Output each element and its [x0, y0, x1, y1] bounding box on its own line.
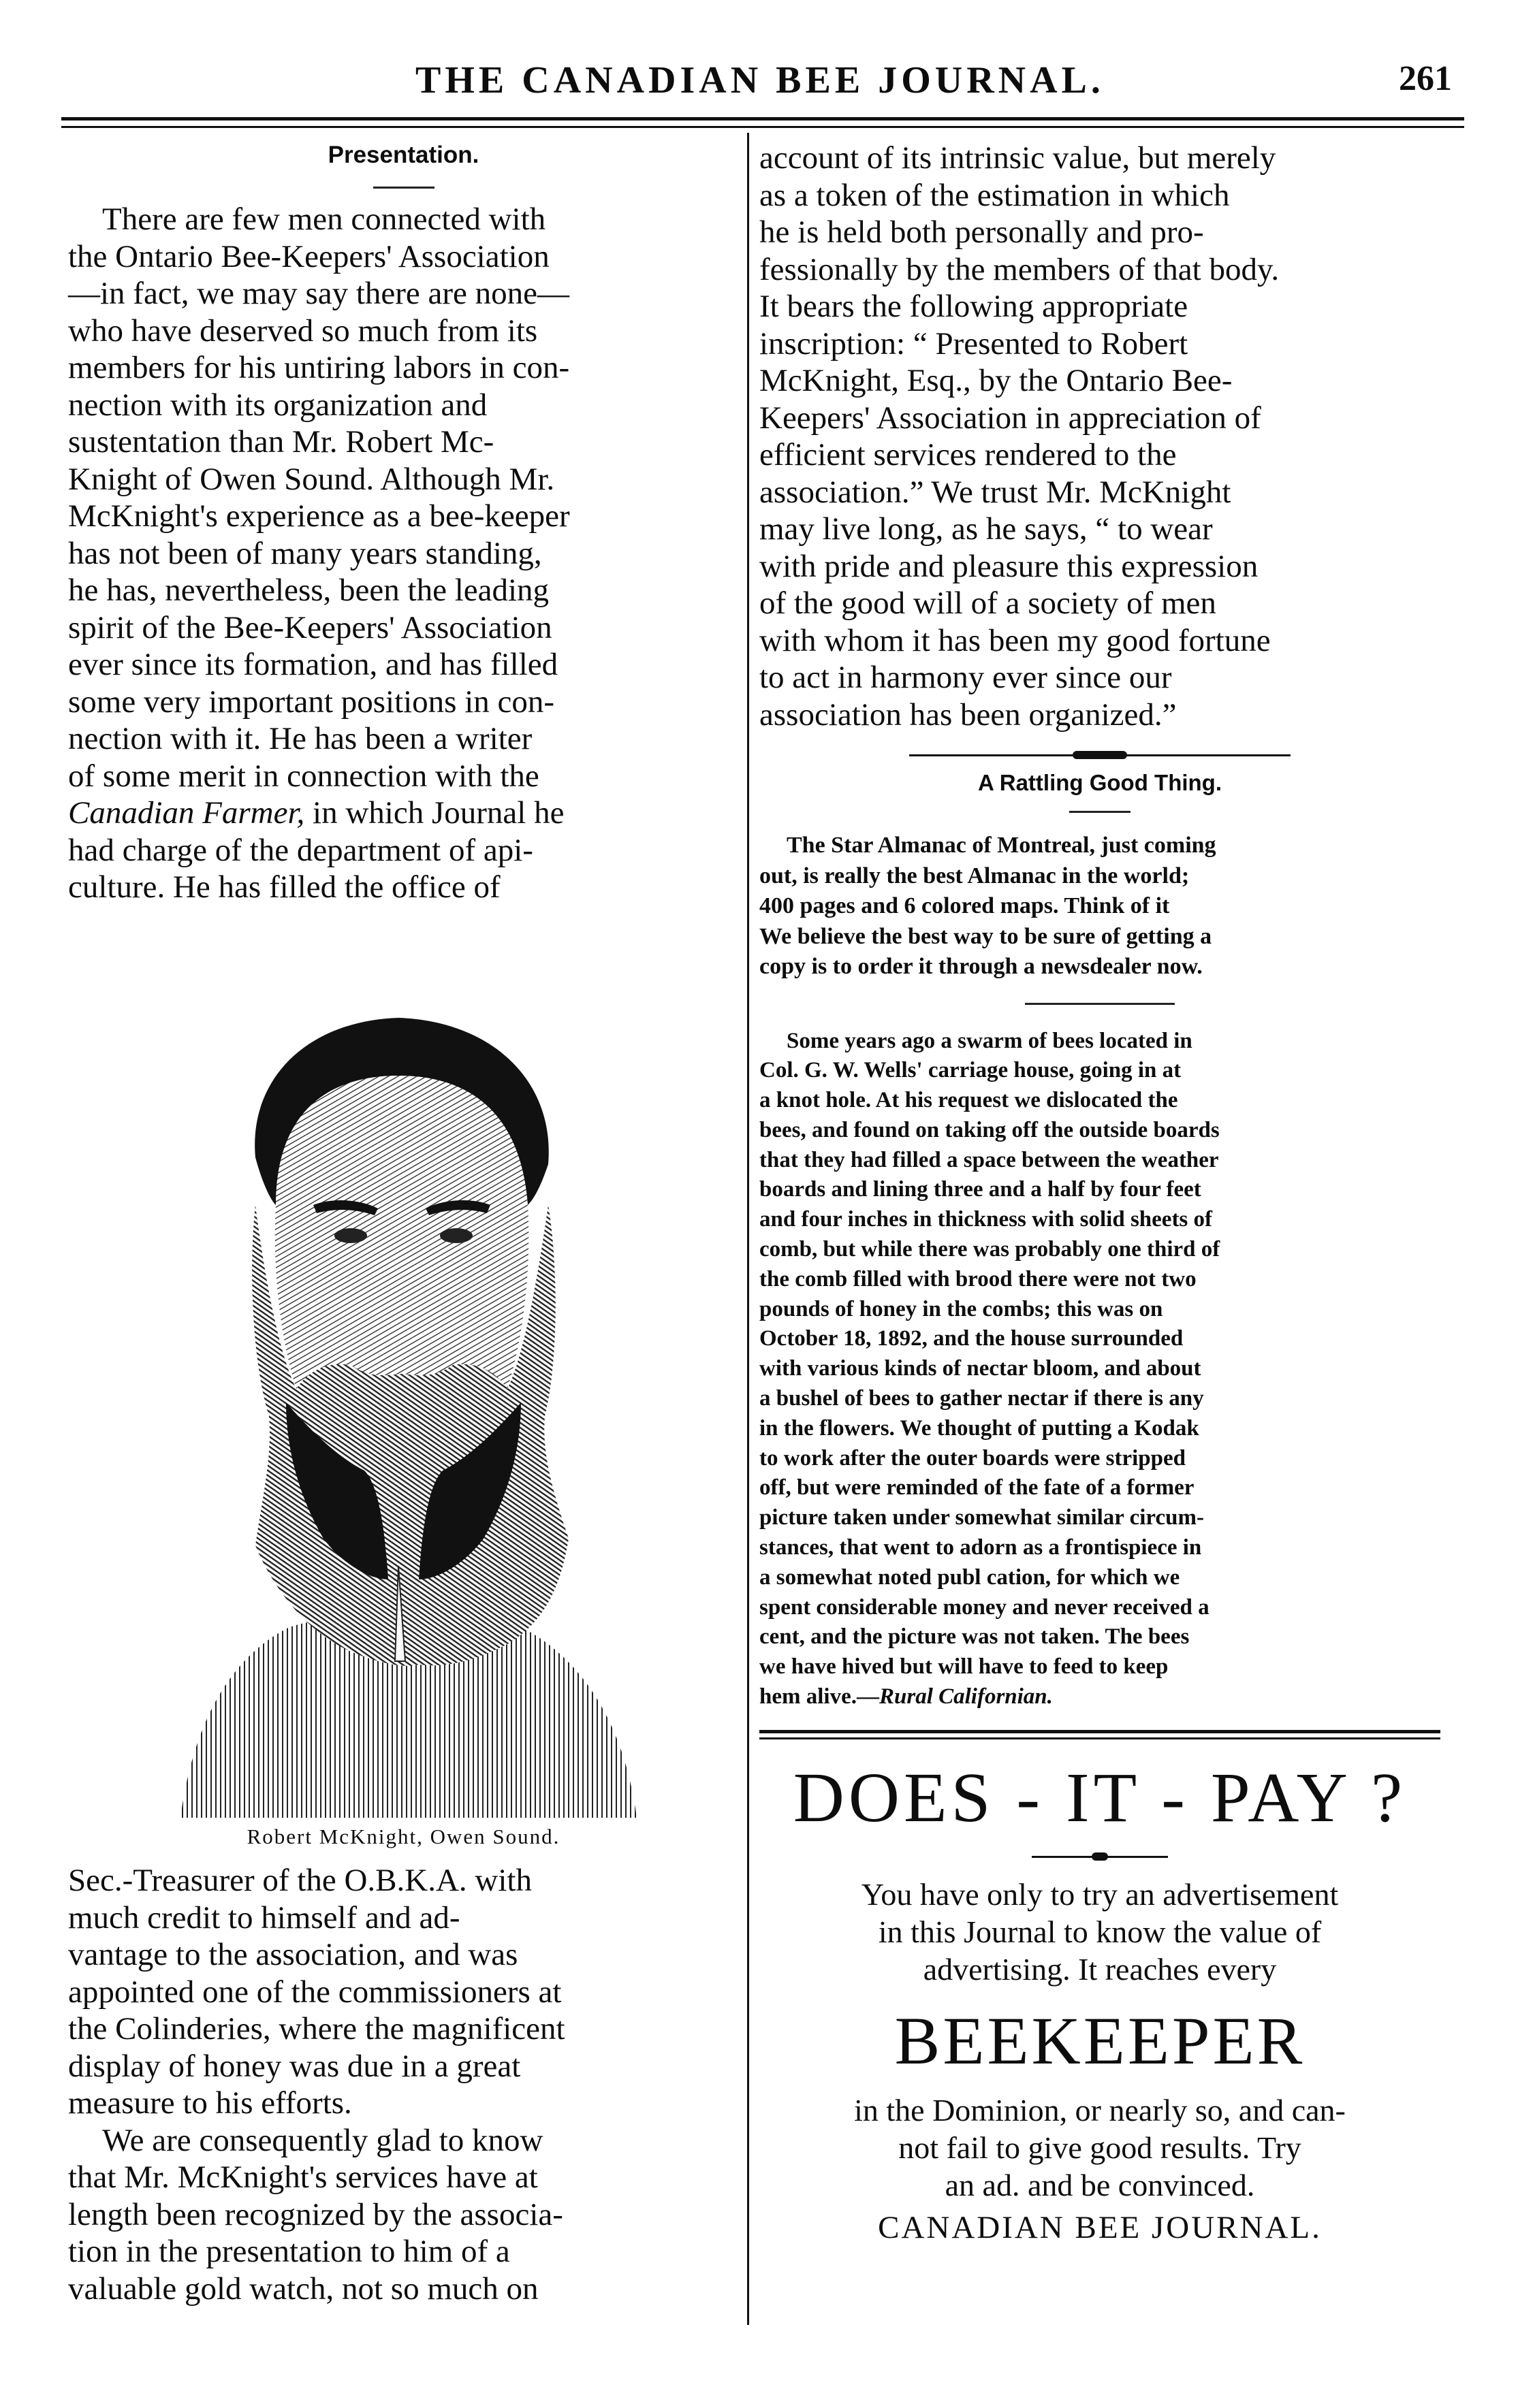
text-line: October 18, 1892, and the house surrounded	[759, 1326, 1184, 1351]
text-run: hem alive.—	[759, 1684, 879, 1709]
text-line: valuable gold watch, not so much on	[68, 2270, 539, 2307]
text-line: length been recognized by the associa-	[68, 2196, 563, 2232]
text-line: who have deserved so much from its	[68, 312, 538, 349]
text-line: We believe the best way to be sure of getting a	[759, 923, 1212, 949]
text-line: You have only to try an advertisement	[861, 1876, 1339, 1912]
left-column	[68, 142, 739, 906]
text-line: stances, that went to adorn as a frontispiece in	[759, 1535, 1202, 1560]
text-line: boards and lining three and a half by four feet	[759, 1177, 1201, 1202]
text-line: ever since its formation, and has filled	[68, 647, 558, 682]
italic-title: Canadian Farmer,	[68, 795, 305, 831]
text-line: an ad. and be convinced.	[945, 2167, 1255, 2202]
text-line: picture taken under somewhat similar circum-	[759, 1505, 1204, 1530]
text-line: measure to his efforts.	[68, 2085, 352, 2121]
text-line: nection with its organization and	[68, 387, 488, 423]
ornamental-divider	[909, 748, 1291, 762]
text-line: McKnight, Esq., by the Ontario Bee-	[759, 363, 1233, 398]
text-line: with various kinds of nectar bloom, and about	[759, 1356, 1201, 1381]
text-line: Some years ago a swarm of bees located in	[787, 1028, 1192, 1053]
text-line: off, but were reminded of the fate of a former	[759, 1475, 1195, 1500]
text-line: as a token of the estimation in which	[759, 177, 1230, 213]
rattling-heading: A Rattling Good Thing.	[977, 770, 1222, 795]
text-line: inscription: “ Presented to Robert	[759, 325, 1188, 362]
text-line: out, is really the best Almanac in the world;	[759, 863, 1190, 888]
text-line: copy is to order it through a newsdealer now.	[759, 954, 1203, 979]
text-line: It bears the following appropriate	[759, 289, 1188, 324]
text-line: account of its intrinsic value, but merely	[759, 140, 1276, 176]
text-line: the Colinderies, where the magnificent	[68, 2011, 565, 2046]
ad-text	[759, 1876, 1440, 1988]
text-line: of some merit in connection with the	[68, 758, 539, 794]
text-line: pounds of honey in the combs; this was on	[759, 1296, 1163, 1321]
text-line: Keepers' Association in appreciation of	[759, 400, 1261, 436]
text-line: cent, and the picture was not taken. The bees	[759, 1624, 1190, 1650]
text-line: he is held both personally and pro-	[759, 214, 1204, 250]
text-line: he has, nevertheless, been the leading	[68, 573, 550, 608]
text-line: Col. G. W. Wells' carriage house, going in at	[759, 1058, 1182, 1083]
text-line: display of honey was due in a great	[68, 2048, 521, 2084]
heading-rule	[1069, 811, 1130, 813]
journal-title: THE CANADIAN BEE JOURNAL.	[415, 59, 1105, 101]
text-line: that Mr. McKnight's services have at	[68, 2160, 538, 2195]
page-number: 261	[1399, 59, 1452, 98]
bees-paragraph	[759, 1027, 1440, 1712]
text-line: may live long, as he says, “ to wear	[759, 511, 1213, 547]
presentation-continued	[68, 1862, 739, 2307]
text-line: has not been of many years standing,	[68, 535, 542, 571]
text-line: Sec.-Treasurer of the O.B.K.A. with	[68, 1863, 532, 1898]
presentation-paragraph	[68, 201, 739, 906]
ad-headline: BEEKEEPER	[894, 2002, 1306, 2078]
ornamental-divider	[1032, 1850, 1168, 1863]
text-line: There are few men connected with	[102, 202, 546, 237]
text-line: vantage to the association, and was	[68, 1937, 518, 1972]
ad-signature: CANADIAN BEE JOURNAL.	[878, 2209, 1322, 2245]
text-line: comb, but while there was probably one third of	[759, 1237, 1220, 1262]
presentation-heading: Presentation.	[328, 142, 479, 168]
text-line: nection with it. He has been a writer	[68, 721, 533, 756]
text-line: and four inches in thickness with solid sheets of	[759, 1207, 1213, 1232]
text-line: in the Dominion, or nearly so, and can-	[854, 2092, 1346, 2128]
text-line: spirit of the Bee-Keepers' Association	[68, 609, 552, 645]
text-line: that they had filled a space between the weather	[759, 1147, 1219, 1172]
ad-rule-thick	[759, 1730, 1440, 1733]
text-line: appointed one of the commissioners at	[68, 1974, 562, 2010]
text-line: bees, and found on taking off the outside boards	[759, 1117, 1220, 1142]
text-line: fessionally by the members of that body.	[759, 251, 1280, 287]
source-credit: Rural Californian.	[879, 1684, 1053, 1709]
text-line: in this Journal to know the value of	[878, 1914, 1322, 1949]
ad-rule-thin	[759, 1737, 1440, 1739]
text-line: some very important positions in con-	[68, 684, 555, 720]
text-line: spent considerable money and never received a	[759, 1594, 1209, 1620]
right-column	[759, 140, 1440, 2246]
text-line: with whom it has been my good fortune	[759, 622, 1271, 658]
text-line: Knight of Owen Sound. Although Mr.	[68, 461, 555, 497]
text-line: we have hived but will have to feed to keep	[759, 1654, 1169, 1680]
text-line: advertising. It reaches every	[923, 1951, 1277, 1987]
portrait-engraving	[153, 980, 654, 1818]
section-rule	[1025, 1003, 1175, 1005]
text-line: in the flowers. We thought of putting a Kodak	[759, 1415, 1199, 1441]
presentation-continuation	[759, 140, 1440, 733]
text-line: to work after the outer boards were stripped	[759, 1445, 1186, 1471]
heading-rule	[373, 187, 434, 189]
text-line: association has been organized.”	[759, 696, 1177, 733]
header-rule-thin	[61, 126, 1464, 128]
text-line: much credit to himself and ad-	[68, 1899, 460, 1936]
text-line: of the good will of a society of men	[759, 585, 1216, 621]
ad-text	[759, 2091, 1440, 2204]
text-line	[759, 1682, 1440, 1712]
text-line: a knot hole. At his request we dislocated the	[759, 1088, 1178, 1113]
text-line: association.” We trust Mr. McKnight	[759, 474, 1231, 510]
text-line: culture. He has filled the office of	[68, 869, 501, 905]
left-column-continued	[68, 1862, 739, 2307]
column-divider	[747, 133, 749, 2325]
running-header	[61, 53, 1457, 108]
text-line: 400 pages and 6 colored maps. Think of it	[759, 893, 1170, 918]
text-line: McKnight's experience as a bee-keeper	[68, 498, 570, 534]
text-line: not fail to give good results. Try	[898, 2130, 1301, 2165]
header-rule-thick	[61, 117, 1464, 121]
text-line: sustentation than Mr. Robert Mc-	[68, 424, 494, 460]
portrait-caption: Robert McKnight, Owen Sound.	[247, 1825, 560, 1848]
text-line: tion in the presentation to him of a	[68, 2234, 510, 2269]
text-line: The Star Almanac of Montreal, just coming	[787, 833, 1216, 858]
text-line: efficient services rendered to the	[759, 437, 1177, 472]
text-line: We are consequently glad to know	[102, 2122, 543, 2158]
text-run: in which Journal he	[304, 795, 565, 831]
ad-title: DOES - IT - PAY ?	[793, 1758, 1407, 1837]
text-line: the comb filled with brood there were not two	[759, 1266, 1197, 1291]
text-line: to act in harmony ever since our	[759, 660, 1172, 695]
text-line: had charge of the department of api-	[68, 832, 533, 868]
text-line: a bushel of bees to gather nectar if there is any	[759, 1386, 1204, 1411]
text-line: with pride and pleasure this expression	[759, 548, 1259, 584]
text-line: —in fact, we may say there are none—	[68, 276, 570, 311]
text-line: the Ontario Bee-Keepers' Association	[68, 238, 550, 274]
star-almanac-paragraph	[759, 831, 1440, 982]
text-line	[68, 794, 739, 832]
advertisement	[759, 1757, 1440, 2246]
text-line: a somewhat noted publ cation, for which we	[759, 1564, 1180, 1590]
text-line: members for his untiring labors in con-	[68, 350, 570, 385]
